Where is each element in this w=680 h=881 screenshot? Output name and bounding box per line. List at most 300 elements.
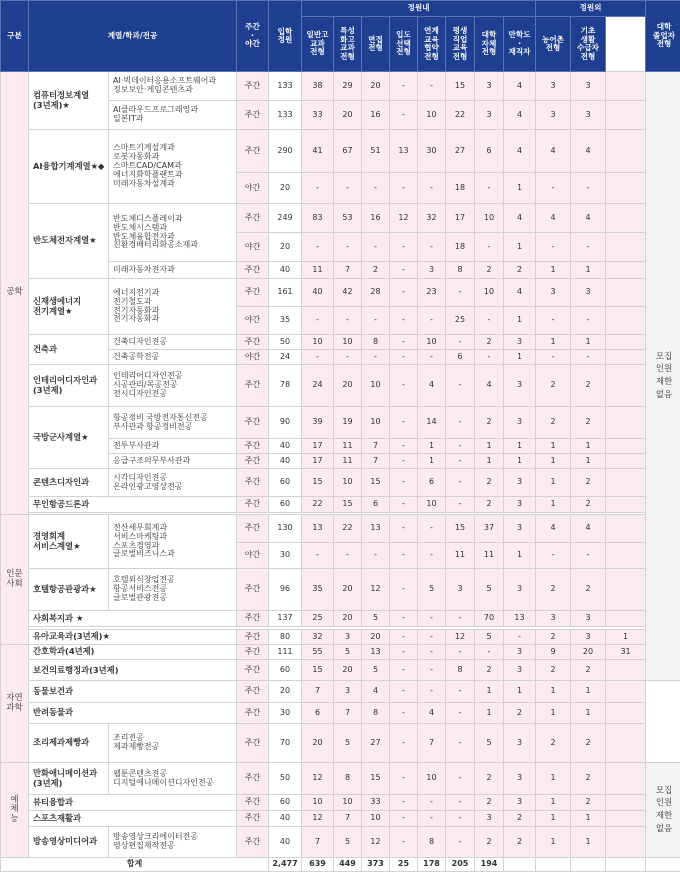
- total-value: 639: [302, 858, 334, 872]
- quota-cell: 24: [269, 350, 302, 365]
- value-cell: 3: [571, 630, 606, 645]
- value-cell: 6: [446, 350, 475, 365]
- value-cell: 1: [536, 763, 571, 795]
- value-cell: [606, 307, 646, 335]
- value-cell: 15: [362, 763, 390, 795]
- value-cell: 1: [536, 827, 571, 858]
- total-value: [606, 858, 646, 872]
- quota-cell: 90: [269, 407, 302, 439]
- header-within-quota: 정원내: [302, 1, 536, 17]
- total-value: [571, 858, 606, 872]
- value-cell: 1: [475, 681, 504, 702]
- value-cell: -: [390, 681, 418, 702]
- value-cell: 3: [334, 681, 362, 702]
- value-cell: 2: [475, 335, 504, 350]
- value-cell: 2: [571, 724, 606, 763]
- value-cell: -: [334, 233, 362, 262]
- value-cell: 10: [302, 795, 334, 811]
- value-cell: 2: [571, 469, 606, 497]
- total-value: 449: [334, 858, 362, 872]
- value-cell: 10: [475, 204, 504, 233]
- value-cell: 15: [302, 469, 334, 497]
- daynight-cell: 주간: [237, 569, 269, 611]
- value-cell: 10: [362, 811, 390, 827]
- major-list: 반도체디스플레이과 반도체시스템과 반도체융합전자과 친환경배터리화공소재과: [109, 204, 237, 262]
- value-cell: 11: [334, 439, 362, 454]
- value-cell: -: [390, 811, 418, 827]
- daynight-cell: 주간: [237, 763, 269, 795]
- value-cell: [606, 101, 646, 130]
- value-cell: 32: [302, 630, 334, 645]
- value-cell: -: [334, 173, 362, 204]
- value-cell: -: [390, 827, 418, 858]
- daynight-cell: 주간: [237, 497, 269, 513]
- major-list: 전산세무회계과 서비스마케팅과 스포츠경영과 글로벌비즈니스과: [109, 515, 237, 569]
- value-cell: -: [362, 173, 390, 204]
- value-cell: [606, 827, 646, 858]
- value-cell: 3: [536, 611, 571, 627]
- value-cell: [606, 454, 646, 469]
- major-list: 전투부사관과: [109, 439, 237, 454]
- value-cell: 1: [475, 702, 504, 723]
- value-cell: 1: [536, 795, 571, 811]
- major-list: 조리전공 제과제빵전공: [109, 724, 237, 763]
- value-cell: 1: [606, 630, 646, 645]
- value-cell: -: [390, 795, 418, 811]
- value-cell: -: [302, 350, 334, 365]
- value-cell: 25: [446, 307, 475, 335]
- value-cell: [606, 335, 646, 350]
- quota-cell: 133: [269, 72, 302, 101]
- value-cell: 16: [362, 204, 390, 233]
- quota-cell: 40: [269, 439, 302, 454]
- daynight-cell: 야간: [237, 173, 269, 204]
- major-list: 건축디자인전공: [109, 335, 237, 350]
- value-cell: -: [390, 350, 418, 365]
- no-limit-note-1: 모집 인원 제한 없음: [646, 72, 680, 681]
- value-cell: 10: [302, 335, 334, 350]
- value-cell: 12: [302, 811, 334, 827]
- value-cell: 20: [334, 611, 362, 627]
- value-cell: [606, 262, 646, 279]
- value-cell: 2: [536, 660, 571, 681]
- daynight-cell: 야간: [237, 307, 269, 335]
- value-cell: 1: [536, 335, 571, 350]
- value-cell: 2: [475, 497, 504, 513]
- value-cell: 1: [504, 307, 536, 335]
- value-cell: 1: [536, 811, 571, 827]
- value-cell: 3: [504, 515, 536, 543]
- value-cell: 18: [446, 233, 475, 262]
- value-cell: 3: [571, 611, 606, 627]
- value-cell: 2: [571, 660, 606, 681]
- value-cell: 15: [362, 469, 390, 497]
- daynight-cell: 주간: [237, 454, 269, 469]
- value-cell: 7: [334, 262, 362, 279]
- value-cell: -: [446, 827, 475, 858]
- value-cell: 10: [475, 279, 504, 307]
- value-cell: 12: [362, 827, 390, 858]
- total-value: 25: [390, 858, 418, 872]
- value-cell: 13: [362, 515, 390, 543]
- value-cell: -: [446, 702, 475, 723]
- value-cell: -: [362, 307, 390, 335]
- value-cell: 1: [571, 454, 606, 469]
- value-cell: 32: [418, 204, 446, 233]
- value-cell: 3: [475, 101, 504, 130]
- value-cell: [606, 660, 646, 681]
- dept-animation: 만화애니메이션과 (3년제): [29, 763, 109, 795]
- value-cell: 1: [571, 702, 606, 723]
- value-cell: 18: [446, 173, 475, 204]
- value-cell: 4: [504, 72, 536, 101]
- value-cell: 1: [571, 827, 606, 858]
- value-cell: -: [446, 724, 475, 763]
- value-cell: -: [571, 543, 606, 569]
- daynight-cell: 주간: [237, 645, 269, 660]
- value-cell: -: [446, 365, 475, 407]
- value-cell: 20: [362, 630, 390, 645]
- value-cell: [606, 543, 646, 569]
- value-cell: -: [446, 335, 475, 350]
- value-cell: [606, 407, 646, 439]
- dept-contents-design: 콘텐츠디자인과: [29, 469, 109, 497]
- daynight-cell: 주간: [237, 827, 269, 858]
- value-cell: -: [390, 173, 418, 204]
- daynight-cell: 주간: [237, 469, 269, 497]
- value-cell: 1: [475, 454, 504, 469]
- value-cell: 8: [362, 335, 390, 350]
- daynight-cell: 주간: [237, 795, 269, 811]
- value-cell: 7: [334, 702, 362, 723]
- value-cell: -: [446, 407, 475, 439]
- value-cell: 1: [418, 454, 446, 469]
- value-cell: 3: [418, 262, 446, 279]
- daynight-cell: 야간: [237, 543, 269, 569]
- value-cell: 1: [475, 439, 504, 454]
- value-cell: -: [446, 811, 475, 827]
- value-cell: 8: [334, 763, 362, 795]
- daynight-cell: 주간: [237, 439, 269, 454]
- value-cell: 10: [418, 101, 446, 130]
- dept-interior-design: 인테리어디자인과 (3년제): [29, 365, 109, 407]
- value-cell: 3: [571, 279, 606, 307]
- value-cell: 2: [571, 795, 606, 811]
- value-cell: 2: [504, 827, 536, 858]
- value-cell: 3: [504, 795, 536, 811]
- value-cell: -: [390, 233, 418, 262]
- value-cell: [606, 569, 646, 611]
- value-cell: 7: [362, 454, 390, 469]
- value-cell: 1: [504, 233, 536, 262]
- value-cell: [606, 681, 646, 702]
- value-cell: 2: [362, 262, 390, 279]
- total-value: [504, 858, 536, 872]
- quota-cell: 60: [269, 469, 302, 497]
- value-cell: 4: [571, 130, 606, 173]
- value-cell: 2: [504, 262, 536, 279]
- value-cell: 3: [504, 569, 536, 611]
- value-cell: 29: [334, 72, 362, 101]
- value-cell: 37: [475, 515, 504, 543]
- value-cell: 1: [571, 439, 606, 454]
- total-value: 194: [475, 858, 504, 872]
- value-cell: 3: [504, 407, 536, 439]
- value-cell: -: [362, 233, 390, 262]
- value-cell: 10: [334, 795, 362, 811]
- category-natural-science: 자연 과학: [1, 645, 29, 763]
- value-cell: -: [390, 72, 418, 101]
- dept-new-energy: 신재생에너지 전기계열★: [29, 279, 109, 335]
- value-cell: 6: [362, 497, 390, 513]
- header-general: 일반고 교과 전형: [302, 17, 334, 72]
- value-cell: 3: [504, 660, 536, 681]
- value-cell: [606, 72, 646, 101]
- quota-cell: 78: [269, 365, 302, 407]
- quota-cell: 30: [269, 702, 302, 723]
- value-cell: -: [571, 350, 606, 365]
- value-cell: -: [390, 279, 418, 307]
- value-cell: 7: [362, 439, 390, 454]
- value-cell: 4: [418, 702, 446, 723]
- dept-hotel-airline: 호텔항공관광과★: [29, 569, 109, 611]
- value-cell: -: [390, 611, 418, 627]
- value-cell: -: [302, 307, 334, 335]
- value-cell: -: [418, 795, 446, 811]
- value-cell: -: [536, 307, 571, 335]
- value-cell: 3: [475, 72, 504, 101]
- quota-cell: 20: [269, 681, 302, 702]
- total-value: 178: [418, 858, 446, 872]
- value-cell: 8: [446, 660, 475, 681]
- quota-cell: 137: [269, 611, 302, 627]
- value-cell: 15: [446, 72, 475, 101]
- value-cell: 2: [536, 365, 571, 407]
- header-farm: 농어촌 전형: [536, 17, 571, 72]
- major-list: 스마트기계설계과 로봇자동화과 스마트CAD/CAM과 에너지화학플랜트과 미래자동차설계과: [109, 130, 237, 204]
- header-daynight: 주간 · 야간: [237, 1, 269, 72]
- major-list: 웹툰콘텐츠전공 디지털애니메이션디자인전공: [109, 763, 237, 795]
- value-cell: -: [475, 645, 504, 660]
- value-cell: -: [475, 233, 504, 262]
- value-cell: 7: [418, 724, 446, 763]
- header-college-grad: 대학 졸업자 전형: [646, 1, 680, 72]
- quota-cell: 130: [269, 515, 302, 543]
- value-cell: -: [446, 454, 475, 469]
- quota-cell: 290: [269, 130, 302, 173]
- header-entry-choice: 입도 선택 전형: [390, 17, 418, 72]
- value-cell: 2: [571, 763, 606, 795]
- value-cell: 5: [334, 724, 362, 763]
- value-cell: 20: [334, 101, 362, 130]
- value-cell: -: [390, 497, 418, 513]
- value-cell: -: [390, 469, 418, 497]
- value-cell: -: [390, 454, 418, 469]
- value-cell: 20: [334, 569, 362, 611]
- value-cell: 13: [362, 645, 390, 660]
- value-cell: -: [446, 611, 475, 627]
- daynight-cell: 주간: [237, 702, 269, 723]
- value-cell: 15: [446, 515, 475, 543]
- value-cell: 3: [334, 630, 362, 645]
- value-cell: 30: [418, 130, 446, 173]
- value-cell: 7: [302, 827, 334, 858]
- value-cell: 27: [446, 130, 475, 173]
- value-cell: 5: [418, 569, 446, 611]
- dept-sports-rehab: 스포츠재활과: [29, 811, 237, 827]
- value-cell: 24: [302, 365, 334, 407]
- header-special-school: 특성 화고 교과 전형: [334, 17, 362, 72]
- value-cell: 2: [571, 569, 606, 611]
- quota-cell: 40: [269, 262, 302, 279]
- value-cell: 1: [571, 681, 606, 702]
- value-cell: 1: [536, 681, 571, 702]
- daynight-cell: 주간: [237, 101, 269, 130]
- dept-nursing: 간호학과(4년제): [29, 645, 237, 660]
- value-cell: 3: [571, 101, 606, 130]
- value-cell: -: [418, 307, 446, 335]
- value-cell: -: [390, 439, 418, 454]
- quota-cell: 40: [269, 827, 302, 858]
- dept-pet-animal: 반려동물과: [29, 702, 237, 723]
- major-list: 호텔외식창업전공 항공서비스전공 글로벌관광전공: [109, 569, 237, 611]
- header-linked-edu: 연계 교육 협약 전형: [418, 17, 446, 72]
- value-cell: 6: [418, 469, 446, 497]
- value-cell: -: [418, 173, 446, 204]
- value-cell: -: [390, 515, 418, 543]
- value-cell: -: [418, 72, 446, 101]
- value-cell: 11: [446, 543, 475, 569]
- value-cell: 4: [475, 365, 504, 407]
- value-cell: 13: [390, 130, 418, 173]
- total-value: 205: [446, 858, 475, 872]
- value-cell: 1: [571, 811, 606, 827]
- value-cell: -: [302, 543, 334, 569]
- value-cell: 15: [334, 497, 362, 513]
- value-cell: -: [446, 645, 475, 660]
- value-cell: 1: [504, 543, 536, 569]
- value-cell: -: [475, 173, 504, 204]
- value-cell: 2: [475, 795, 504, 811]
- value-cell: 3: [536, 72, 571, 101]
- value-cell: 2: [475, 262, 504, 279]
- value-cell: 39: [302, 407, 334, 439]
- category-humanities: 인문 사회: [1, 515, 29, 645]
- value-cell: 5: [362, 660, 390, 681]
- value-cell: 3: [475, 811, 504, 827]
- value-cell: -: [390, 307, 418, 335]
- value-cell: 7: [334, 811, 362, 827]
- dept-health-admin: 보건의료행정과(3년제): [29, 660, 237, 681]
- value-cell: 4: [504, 130, 536, 173]
- value-cell: 10: [418, 763, 446, 795]
- value-cell: 23: [418, 279, 446, 307]
- daynight-cell: 주간: [237, 724, 269, 763]
- value-cell: 10: [334, 469, 362, 497]
- value-cell: [606, 611, 646, 627]
- value-cell: -: [446, 497, 475, 513]
- value-cell: 1: [536, 454, 571, 469]
- value-cell: 25: [302, 611, 334, 627]
- value-cell: -: [418, 233, 446, 262]
- value-cell: 1: [571, 335, 606, 350]
- value-cell: 7: [302, 681, 334, 702]
- value-cell: -: [446, 795, 475, 811]
- daynight-cell: 주간: [237, 204, 269, 233]
- header-quota: 입학 정원: [269, 1, 302, 72]
- value-cell: 8: [446, 262, 475, 279]
- value-cell: -: [390, 407, 418, 439]
- value-cell: -: [446, 681, 475, 702]
- major-list: 에너지전기과 전기철도과 전기자동화과 전기자동화과: [109, 279, 237, 335]
- value-cell: -: [334, 350, 362, 365]
- value-cell: 16: [362, 101, 390, 130]
- header-lifelong: 평생 직업 교육 전형: [446, 17, 475, 72]
- quota-cell: 20: [269, 233, 302, 262]
- daynight-cell: 주간: [237, 515, 269, 543]
- value-cell: [606, 497, 646, 513]
- value-cell: -: [302, 173, 334, 204]
- value-cell: 12: [446, 630, 475, 645]
- quota-cell: 60: [269, 660, 302, 681]
- value-cell: 5: [475, 630, 504, 645]
- quota-cell: 60: [269, 497, 302, 513]
- value-cell: 55: [302, 645, 334, 660]
- quota-cell: 40: [269, 811, 302, 827]
- header-interview: 면접 전형: [362, 17, 390, 72]
- value-cell: -: [571, 307, 606, 335]
- value-cell: -: [504, 630, 536, 645]
- value-cell: 2: [536, 569, 571, 611]
- value-cell: [606, 469, 646, 497]
- value-cell: 5: [475, 724, 504, 763]
- major-list: 시각디자인전공 온라인광고영상전공: [109, 469, 237, 497]
- value-cell: 13: [504, 611, 536, 627]
- total-label: 합계: [1, 858, 269, 872]
- quota-cell: 96: [269, 569, 302, 611]
- value-cell: 4: [571, 515, 606, 543]
- value-cell: -: [446, 439, 475, 454]
- value-cell: 2: [536, 407, 571, 439]
- value-cell: 67: [334, 130, 362, 173]
- value-cell: -: [446, 763, 475, 795]
- value-cell: -: [475, 307, 504, 335]
- daynight-cell: 주간: [237, 262, 269, 279]
- value-cell: 27: [362, 724, 390, 763]
- daynight-cell: 주간: [237, 130, 269, 173]
- value-cell: -: [334, 307, 362, 335]
- value-cell: -: [390, 660, 418, 681]
- value-cell: 1: [504, 681, 536, 702]
- value-cell: 2: [475, 407, 504, 439]
- value-cell: 28: [362, 279, 390, 307]
- value-cell: [606, 365, 646, 407]
- value-cell: 1: [504, 173, 536, 204]
- daynight-cell: 주간: [237, 681, 269, 702]
- dept-animal-health: 동물보건과: [29, 681, 237, 702]
- quota-cell: 161: [269, 279, 302, 307]
- value-cell: -: [390, 630, 418, 645]
- value-cell: 3: [536, 101, 571, 130]
- value-cell: -: [390, 262, 418, 279]
- daynight-cell: 주간: [237, 811, 269, 827]
- dept-beauty: 뷰티융합과: [29, 795, 237, 811]
- value-cell: 22: [302, 497, 334, 513]
- category-engineering: 공학: [1, 72, 29, 515]
- value-cell: 6: [302, 702, 334, 723]
- value-cell: 22: [334, 515, 362, 543]
- value-cell: -: [302, 233, 334, 262]
